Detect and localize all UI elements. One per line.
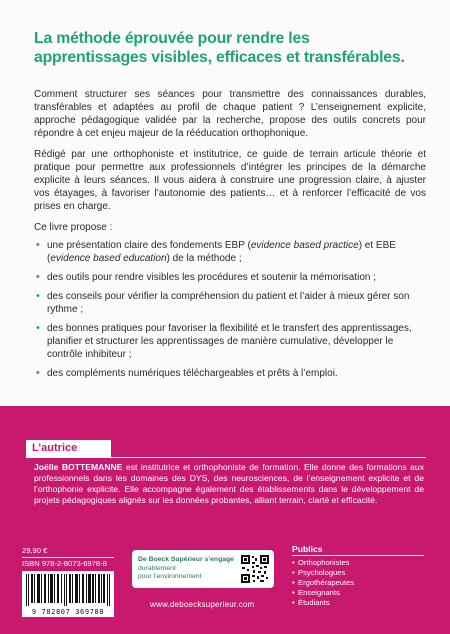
list-item: • Étudiants bbox=[292, 598, 330, 607]
barcode-icon bbox=[26, 574, 110, 606]
list-item bbox=[34, 271, 426, 284]
publisher-website[interactable]: www.deboecksuperieur.com bbox=[150, 600, 255, 609]
bullet-icon: • bbox=[292, 568, 295, 577]
eco-line-1: De Boeck Supérieur s’engage bbox=[138, 556, 234, 563]
publics-list bbox=[292, 558, 424, 608]
bullet-icon: • bbox=[292, 598, 295, 607]
target-audience bbox=[292, 544, 424, 608]
author-name: Joëlle BOTTEMANNE bbox=[34, 462, 123, 472]
list-item-italic: evidence based practice bbox=[250, 240, 359, 251]
bullet-icon: • bbox=[292, 578, 295, 587]
list-item bbox=[34, 239, 426, 265]
barcode bbox=[22, 571, 114, 617]
list-item bbox=[34, 290, 426, 316]
eco-line-2: durablement bbox=[138, 564, 176, 572]
bullet-icon: • bbox=[36, 322, 40, 334]
list-item: • Enseignants bbox=[292, 588, 340, 597]
list-item-text: des outils pour rendre visibles les procédures et soutenir la mémorisation ; bbox=[47, 272, 377, 283]
bullet-icon: • bbox=[292, 588, 295, 597]
paragraph-1: Comment structurer ses séances pour transmettre des connaissances durables, transférables et adaptées au profil de chaque patient ? L’enseignement explicite, approche pédagogique validée par la recherche, propose des outils concrets pour répondre à cet enjeu majeur de la rééducation orthophonique. bbox=[34, 89, 426, 139]
bullet-icon: • bbox=[36, 290, 40, 302]
list-item bbox=[34, 322, 426, 361]
divider bbox=[292, 555, 424, 556]
bullet-icon: • bbox=[36, 239, 40, 251]
list-item-italic: evidence based education bbox=[50, 253, 167, 264]
divider bbox=[22, 557, 114, 558]
barcode-number: 9 782807 369788 bbox=[31, 608, 105, 616]
bullet-icon: • bbox=[36, 367, 40, 379]
eco-commitment-badge bbox=[132, 550, 274, 588]
list-item-text: une présentation claire des fondements EBP ( bbox=[47, 240, 251, 251]
publics-title: Publics bbox=[292, 544, 323, 554]
description bbox=[34, 88, 426, 386]
author-bio bbox=[34, 462, 424, 506]
list-intro: Ce livre propose : bbox=[34, 222, 113, 233]
list-item bbox=[34, 367, 426, 380]
qr-code-icon bbox=[240, 554, 270, 584]
list-item-text: des compléments numériques téléchargeables et prêts à l’emploi. bbox=[47, 368, 338, 379]
author-section-title: L’autrice bbox=[26, 440, 111, 457]
eco-line-3: pour l’environnement bbox=[138, 573, 202, 580]
list-item: • Ergothérapeutes bbox=[292, 578, 355, 587]
bullet-icon: • bbox=[36, 271, 40, 283]
divider bbox=[26, 457, 426, 458]
author-bio-text: est institutrice et orthophoniste de formation. Elle donne des formations aux professionnels dans les domaines des DYS, des neurosciences, de l’enseignement explicite et de l’orthophonie explicite. Elle accompagne également des établissements dans le développement de projets pédagogiques alignés sur les données probantes, alliant terrain, clarté et efficacité. bbox=[34, 462, 424, 505]
price-block bbox=[22, 546, 114, 569]
isbn: ISBN 978-2-8073-6978-8 bbox=[22, 559, 107, 568]
paragraph-2: Rédigé par une orthophoniste et institutrice, ce guide de terrain articule théorie et pratique pour permettre aux professionnels d’intégrer les principes de la démarche explicite à leurs séances. Il vous aidera à construire une progression claire, à ajuster vos étayages, à favoriser l’autonomie des patients… et à renforcer l’efficacité de vos prises en charge. bbox=[34, 149, 426, 212]
price: 29,90 € bbox=[22, 546, 48, 555]
headline: La méthode éprouvée pour rendre les apprentissages visibles, efficaces et transférables. bbox=[34, 30, 405, 66]
bullet-icon: • bbox=[292, 558, 295, 567]
list-item-text: des conseils pour vérifier la compréhension du patient et l’aider à mieux gérer son rythme ; bbox=[47, 291, 410, 315]
list-item-text: des bonnes pratiques pour favoriser la flexibilité et le transfert des apprentissages, planifier et structurer les apprentissages de manière cumulative, développer le contrôle inhibiteur ; bbox=[47, 323, 412, 360]
list-item: • Orthophonistes bbox=[292, 558, 350, 567]
list-item: • Psychologues bbox=[292, 568, 346, 577]
list-item-text: ) et EBE ( bbox=[47, 240, 396, 264]
list-item-text: ) de la méthode ; bbox=[166, 253, 242, 264]
feature-list bbox=[34, 239, 426, 380]
